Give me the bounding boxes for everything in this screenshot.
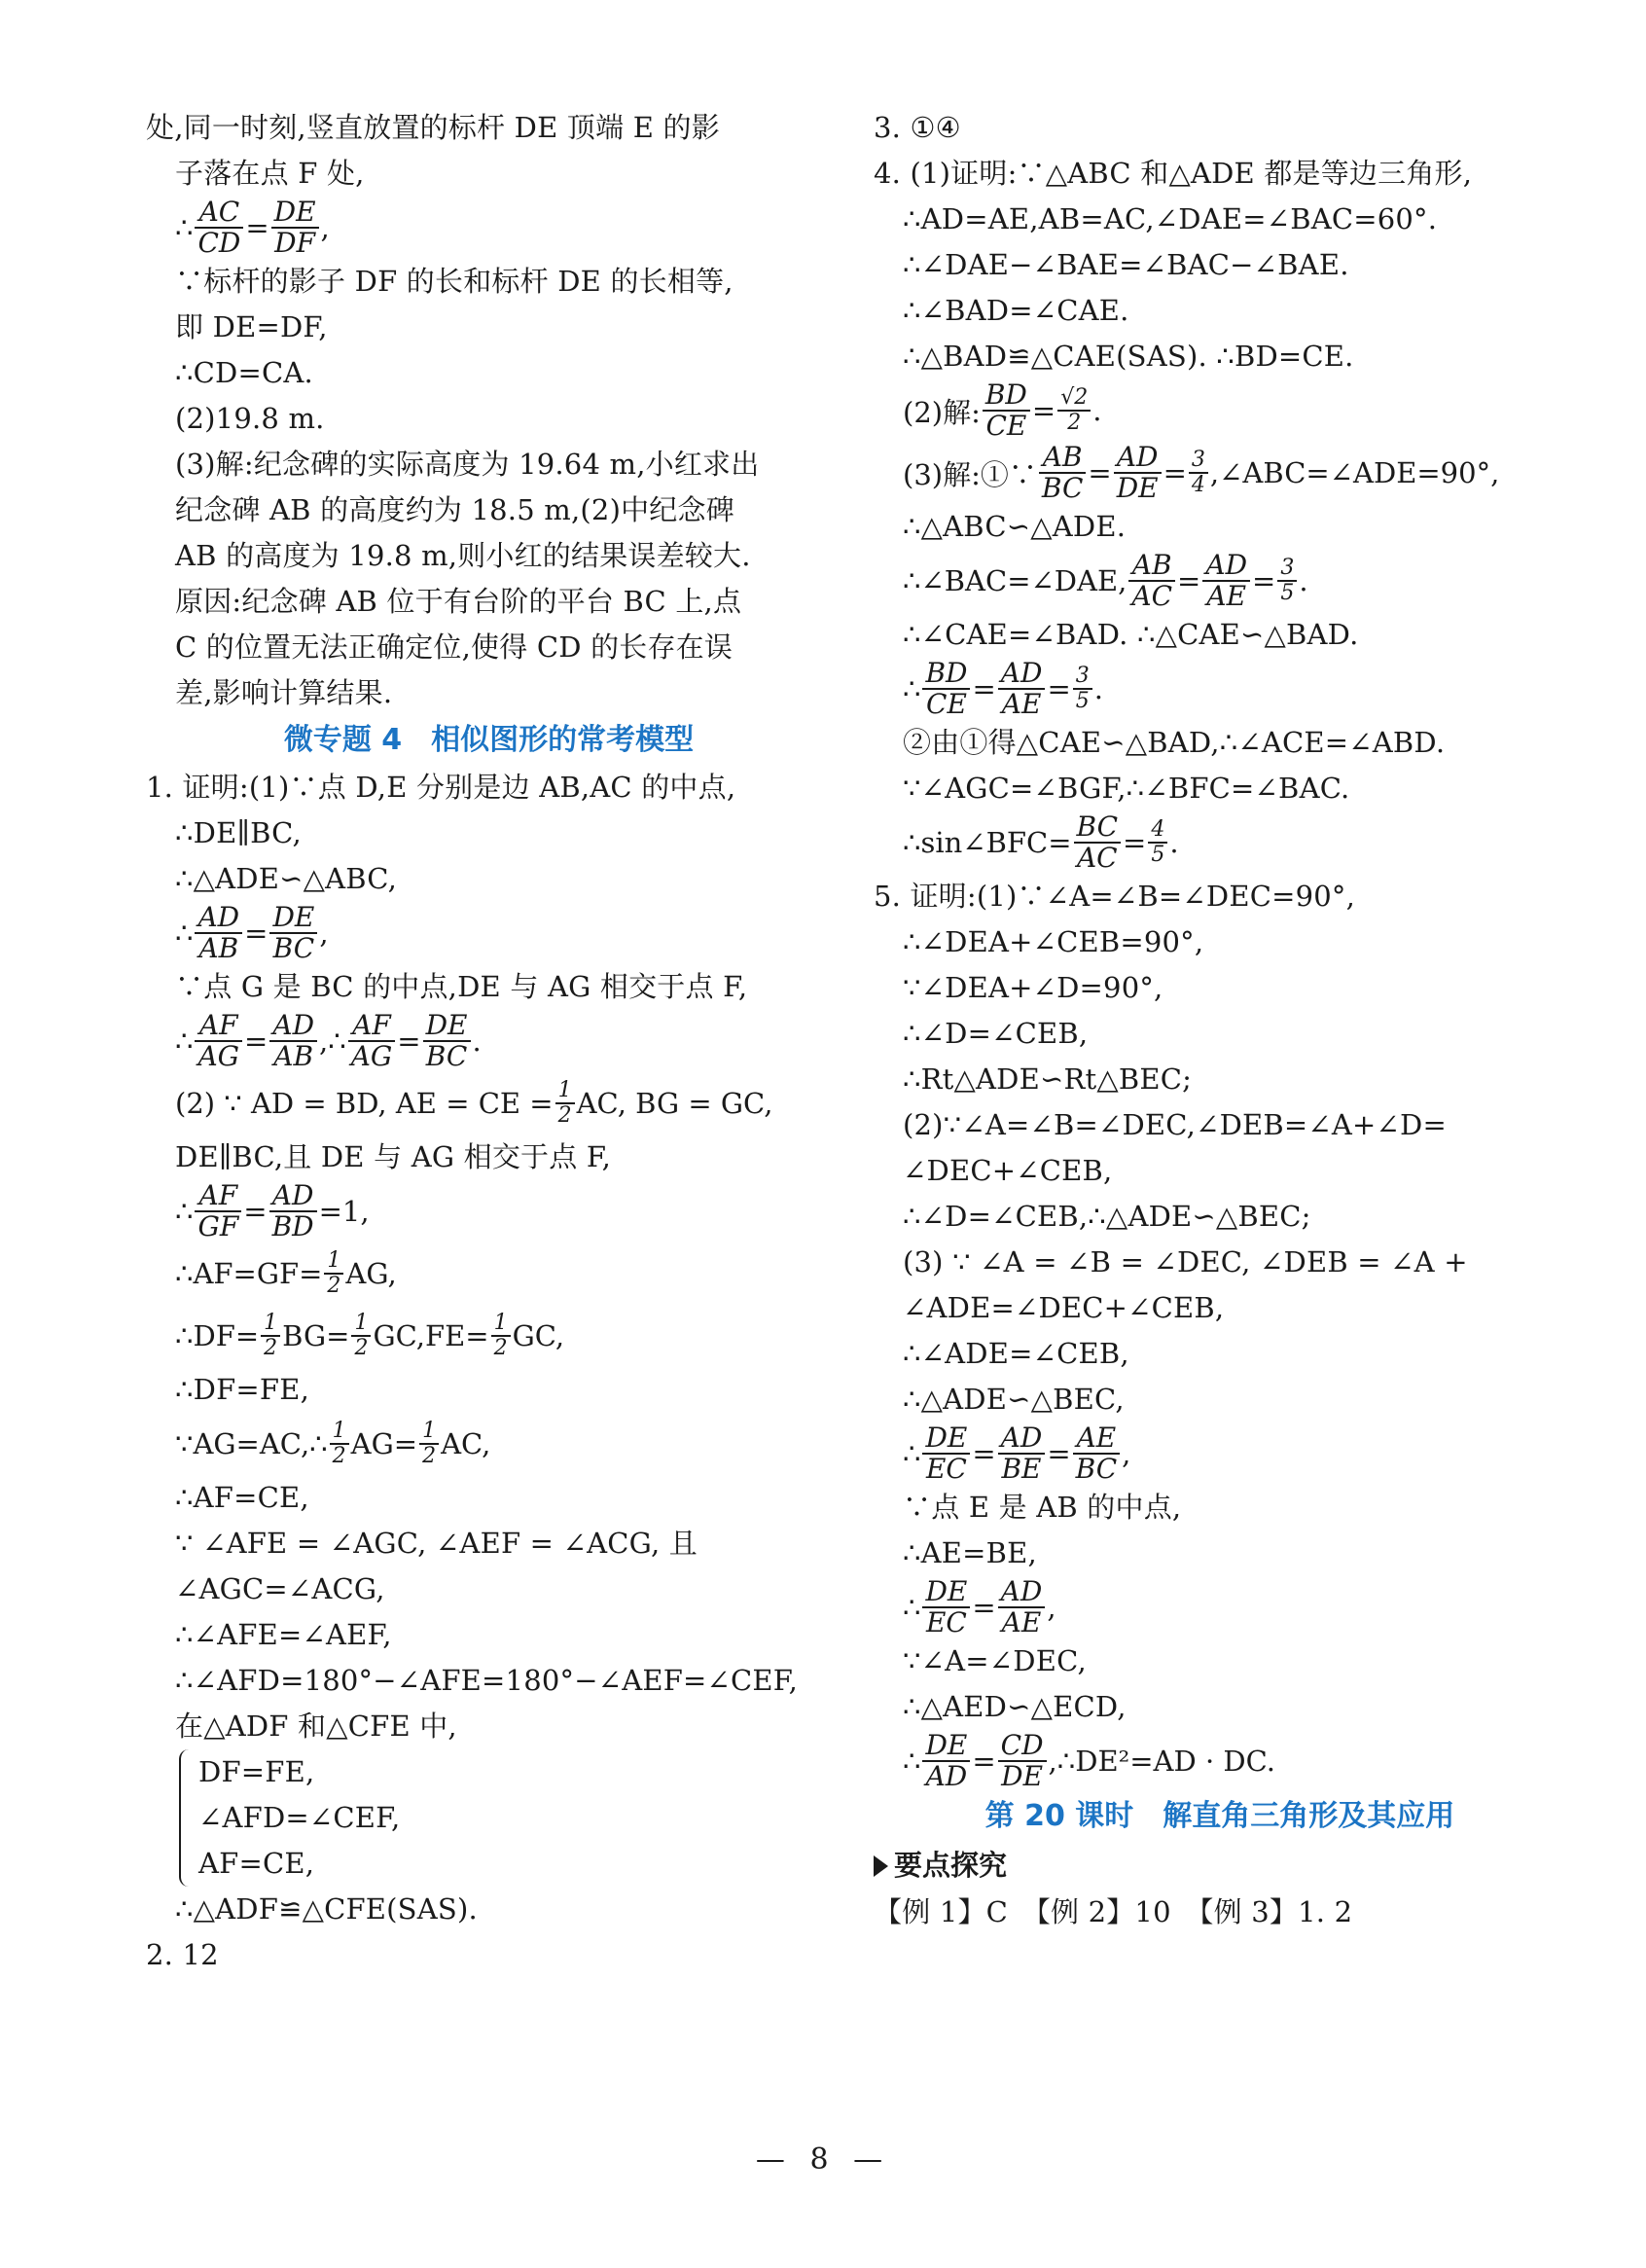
formula-line — [874, 1576, 1566, 1638]
therefore-symbol: ∴ — [903, 672, 921, 705]
formula-line — [874, 811, 1566, 874]
text-line: ∠ADE=∠DEC+∠CEB, — [903, 1291, 1225, 1324]
text-span: GC,FE= — [373, 1319, 489, 1352]
fraction: $\frac{DE}{EC}$ — [922, 1423, 970, 1484]
fraction: $\frac{3}{5}$ — [1073, 665, 1092, 713]
equals-sign: = — [397, 1025, 421, 1058]
formula-line — [874, 1422, 1566, 1485]
fraction: $\frac{BD}{CE}$ — [922, 659, 970, 719]
punctuation: . — [1169, 826, 1179, 859]
text-span: AG, — [345, 1257, 397, 1290]
text-line: DE∥BC,且 DE 与 AG 相交于点 F, — [175, 1140, 612, 1173]
fraction: $\frac{CD}{DE}$ — [998, 1731, 1047, 1791]
text-span: ,∠ABC=∠ADE=90°, — [1209, 456, 1500, 489]
text-line: ∵∠DEA+∠D=90°, — [903, 971, 1163, 1004]
text-line: ∴∠D=∠CEB,∴△ADE∽△BEC; — [903, 1200, 1311, 1233]
text-line: 差,影响计算结果. — [175, 676, 393, 709]
formula-line — [146, 1010, 832, 1072]
text-line: 即 DE=DF, — [175, 310, 328, 343]
text-line: ∴∠AFD=180°−∠AFE=180°−∠AEF=∠CEF, — [175, 1664, 799, 1697]
therefore-symbol: ∴ — [903, 1591, 921, 1624]
therefore-symbol: ∴ — [175, 917, 194, 950]
text-line: 4. (1)证明:∵△ABC 和△ADE 都是等边三角形, — [874, 157, 1473, 190]
fraction: $\frac{AD}{BE}$ — [998, 1423, 1046, 1484]
fraction: $\frac{AF}{GF}$ — [195, 1181, 241, 1242]
equals-sign: = — [1047, 672, 1071, 705]
text-line: ∴AF=CE, — [175, 1481, 309, 1514]
formula-line — [874, 442, 1566, 504]
text-span: ∴∠BAC=∠DAE, — [903, 564, 1127, 597]
equals-sign: = — [972, 1745, 996, 1778]
text-span: ∴AF=GF= — [175, 1257, 323, 1290]
punctuation: , — [319, 917, 329, 950]
text-line: ∴△BAD≌△CAE(SAS). ∴BD=CE. — [903, 340, 1354, 373]
formula-line — [874, 550, 1566, 612]
text-span: ,∴DE²=AD · DC. — [1048, 1745, 1276, 1778]
fraction: $\frac{DE}{BC}$ — [269, 903, 317, 963]
punctuation: . — [1299, 564, 1308, 597]
equals-sign: = — [972, 1591, 996, 1624]
text-line: 原因:纪念碑 AB 位于有台阶的平台 BC 上,点 — [175, 585, 742, 618]
punctuation: . — [472, 1025, 482, 1058]
text-line: (2)∵∠A=∠B=∠DEC,∠DEB=∠A+∠D= — [903, 1108, 1447, 1141]
text-line: ∵ ∠AFE = ∠AGC, ∠AEF = ∠ACG, 且 — [175, 1527, 698, 1560]
text-line: ∴∠AFE=∠AEF, — [175, 1618, 392, 1651]
text-line: ∠DEC+∠CEB, — [903, 1154, 1113, 1187]
key-point-label: 要点探究 — [894, 1849, 1008, 1882]
text-line: ∴△ADE∽△BEC, — [903, 1383, 1125, 1416]
text-line: C 的位置无法正确定位,使得 CD 的长存在误 — [175, 630, 734, 664]
text-line: ∴CD=CA. — [175, 356, 313, 389]
text-line: 5. 证明:(1)∵∠A=∠B=∠DEC=90°, — [874, 880, 1356, 913]
fraction: $\frac{AF}{AG}$ — [195, 1011, 242, 1071]
punctuation: , — [1122, 1437, 1131, 1470]
key-point-heading — [874, 1841, 1566, 1890]
fraction: $\frac{AD}{AE}$ — [1202, 551, 1250, 611]
fraction: $\frac{AD}{DE}$ — [1114, 443, 1162, 503]
text-line: ∴∠DAE−∠BAE=∠BAC−∠BAE. — [903, 248, 1349, 281]
text-span: AC, — [441, 1427, 491, 1460]
text-line: ∴DF=FE, — [175, 1373, 310, 1406]
fraction: $\frac{1}{2}$ — [491, 1312, 511, 1360]
fraction: $\frac{AB}{AC}$ — [1128, 551, 1175, 611]
page-number: — 8 — — [755, 2142, 891, 2177]
equals-sign: = — [244, 917, 268, 950]
formula-line — [146, 1305, 832, 1367]
text-line: ∴∠BAD=∠CAE. — [903, 294, 1129, 327]
fraction: $\frac{DE}{EC}$ — [922, 1577, 970, 1638]
fraction: $\frac{1}{2}$ — [351, 1312, 371, 1360]
text-line: ∴△AED∽△ECD, — [903, 1690, 1127, 1723]
formula-line — [874, 1730, 1566, 1792]
fraction: $\frac{1}{2}$ — [330, 1420, 349, 1468]
fraction: $\frac{AD}{AB}$ — [269, 1011, 317, 1071]
fraction: $\frac{DE}{DF}$ — [271, 198, 319, 258]
fraction: $\frac{1}{2}$ — [555, 1079, 575, 1128]
fraction: $\frac{AB}{BC}$ — [1039, 443, 1087, 503]
text-span: ∴sin∠BFC= — [903, 826, 1072, 859]
formula-line — [146, 902, 832, 964]
fraction: $\frac{AD}{AE}$ — [998, 1577, 1046, 1638]
text-span: ∵AG=AC,∴ — [175, 1427, 328, 1460]
text-line: ∴DE∥BC, — [175, 816, 302, 849]
text-line: ∴∠DEA+∠CEB=90°, — [903, 925, 1204, 958]
therefore-symbol: ∴ — [903, 1437, 921, 1470]
equals-sign: = — [1047, 1437, 1071, 1470]
section-title: 微专题 4 相似图形的常考模型 — [283, 723, 695, 757]
text-line: ∠AFD=∠CEF, — [198, 1801, 401, 1834]
text-line: ∠AGC=∠ACG, — [175, 1572, 385, 1605]
therefore-symbol: ∴ — [175, 1195, 194, 1228]
text-span: (3)解:①∵ — [903, 457, 1037, 491]
text-span: AG= — [350, 1427, 418, 1460]
formula-line — [146, 1180, 832, 1242]
formula-line — [874, 379, 1566, 442]
fraction: $\frac{√2}{2}$ — [1057, 386, 1091, 435]
text-line: ∵∠A=∠DEC, — [903, 1644, 1087, 1677]
text-line: ∴Rt△ADE∽Rt△BEC; — [903, 1062, 1193, 1096]
fraction: $\frac{BC}{AC}$ — [1074, 812, 1122, 873]
formula-line — [146, 197, 832, 259]
text-line: 2. 12 — [146, 1938, 219, 1971]
equals-sign: = — [972, 1437, 996, 1470]
equation-system — [146, 1749, 832, 1887]
text-line: AB 的高度为 19.8 m,则小红的结果误差较大. — [175, 539, 751, 572]
fraction: $\frac{DE}{AD}$ — [922, 1731, 970, 1791]
fraction: $\frac{1}{2}$ — [419, 1420, 439, 1468]
right-column — [874, 105, 1566, 1935]
brace-symbol — [179, 1749, 193, 1887]
text-line: 在△ADF 和△CFE 中, — [175, 1710, 457, 1743]
text-line: 3. ①④ — [874, 111, 961, 144]
fraction: $\frac{1}{2}$ — [324, 1249, 343, 1298]
punctuation: . — [1093, 672, 1103, 705]
text-line: AF=CE, — [198, 1847, 315, 1880]
equals-sign: = — [1123, 826, 1147, 859]
fraction: $\frac{3}{5}$ — [1277, 557, 1297, 605]
examples-line: 【例 1】C 【例 2】10 【例 3】1. 2 — [874, 1895, 1353, 1928]
text-span: BG= — [282, 1319, 350, 1352]
text-line: ∴△ADE∽△ABC, — [175, 862, 398, 895]
text-line: (3)解:纪念碑的实际高度为 19.64 m,小红求出 — [175, 448, 760, 481]
triangle-bullet-icon — [874, 1855, 888, 1877]
therefore-symbol: ∴ — [175, 1025, 194, 1058]
punctuation: , — [1047, 1591, 1056, 1624]
text-line: ②由①得△CAE∽△BAD,∴∠ACE=∠ABD. — [903, 726, 1446, 759]
fraction: $\frac{1}{2}$ — [261, 1312, 280, 1360]
text-line: ∴△ADF≌△CFE(SAS). — [175, 1892, 478, 1926]
punctuation: . — [1092, 394, 1102, 427]
text-line: 1. 证明:(1)∵点 D,E 分别是边 AB,AC 的中点, — [146, 771, 736, 804]
equals-sign: = — [1088, 456, 1112, 489]
text-line: (2)19.8 m. — [175, 402, 325, 435]
text-line: 处,同一时刻,竖直放置的标杆 DE 顶端 E 的影 — [146, 111, 720, 144]
text-line: DF=FE, — [198, 1755, 315, 1788]
fraction: $\frac{AD}{AB}$ — [195, 903, 242, 963]
text-span: (2)解: — [903, 395, 981, 429]
fraction: $\frac{4}{5}$ — [1148, 818, 1167, 867]
therefore-symbol: ∴ — [903, 1745, 921, 1778]
fraction: $\frac{DE}{BC}$ — [423, 1011, 471, 1071]
equals-sign: = — [1163, 456, 1187, 489]
formula-line — [146, 1242, 832, 1305]
equals-sign: = — [1031, 394, 1056, 427]
text-line: ∵点 G 是 BC 的中点,DE 与 AG 相交于点 F, — [175, 970, 748, 1003]
text-line: 纪念碑 AB 的高度约为 18.5 m,(2)中纪念碑 — [175, 493, 734, 526]
therefore-symbol: ∴ — [175, 211, 194, 244]
text-line: ∵点 E 是 AB 的中点, — [903, 1491, 1182, 1524]
equals-sign: = — [1252, 564, 1276, 597]
text-line: ∴AE=BE, — [903, 1536, 1037, 1569]
text-line: ∴△ABC∽△ADE. — [903, 510, 1127, 543]
text-span: GC, — [512, 1319, 565, 1352]
equals-sign: = — [245, 211, 269, 244]
fraction: $\frac{BD}{CE}$ — [983, 380, 1030, 441]
fraction: $\frac{3}{4}$ — [1189, 449, 1208, 497]
text-span: =1, — [318, 1195, 370, 1228]
text-span: (2) ∵ AD = BD, AE = CE = — [175, 1087, 554, 1120]
text-line: ∴∠ADE=∠CEB, — [903, 1337, 1129, 1370]
text-line: ∵∠AGC=∠BGF,∴∠BFC=∠BAC. — [903, 772, 1350, 805]
equals-sign: = — [972, 672, 996, 705]
fraction: $\frac{AD}{BD}$ — [269, 1181, 317, 1242]
punctuation: ,∴ — [319, 1025, 346, 1058]
section-title: 第 20 课时 解直角三角形及其应用 — [984, 1799, 1455, 1833]
formula-line — [146, 1072, 832, 1134]
text-line: ∴AD=AE,AB=AC,∠DAE=∠BAC=60°. — [903, 202, 1438, 235]
fraction: $\frac{AC}{CD}$ — [195, 198, 243, 258]
equals-sign: = — [243, 1195, 268, 1228]
text-span: AC, BG = GC, — [576, 1087, 773, 1120]
text-line: 子落在点 F 处, — [175, 157, 365, 190]
fraction: $\frac{AF}{AG}$ — [348, 1011, 396, 1071]
text-span: ∴DF= — [175, 1319, 260, 1352]
fraction: $\frac{AD}{AE}$ — [998, 659, 1046, 719]
equals-sign: = — [244, 1025, 268, 1058]
left-column — [146, 105, 832, 1978]
formula-line — [874, 658, 1566, 720]
punctuation: , — [320, 211, 330, 244]
text-line: ∵标杆的影子 DF 的长和标杆 DE 的长相等, — [175, 265, 734, 298]
text-line: (3) ∵ ∠A = ∠B = ∠DEC, ∠DEB = ∠A + — [903, 1245, 1468, 1278]
equals-sign: = — [1177, 564, 1201, 597]
text-line: ∴∠D=∠CEB, — [903, 1017, 1089, 1050]
fraction: $\frac{AE}{BC}$ — [1073, 1423, 1121, 1484]
text-line: ∴∠CAE=∠BAD. ∴△CAE∽△BAD. — [903, 618, 1359, 651]
formula-line — [146, 1413, 832, 1475]
